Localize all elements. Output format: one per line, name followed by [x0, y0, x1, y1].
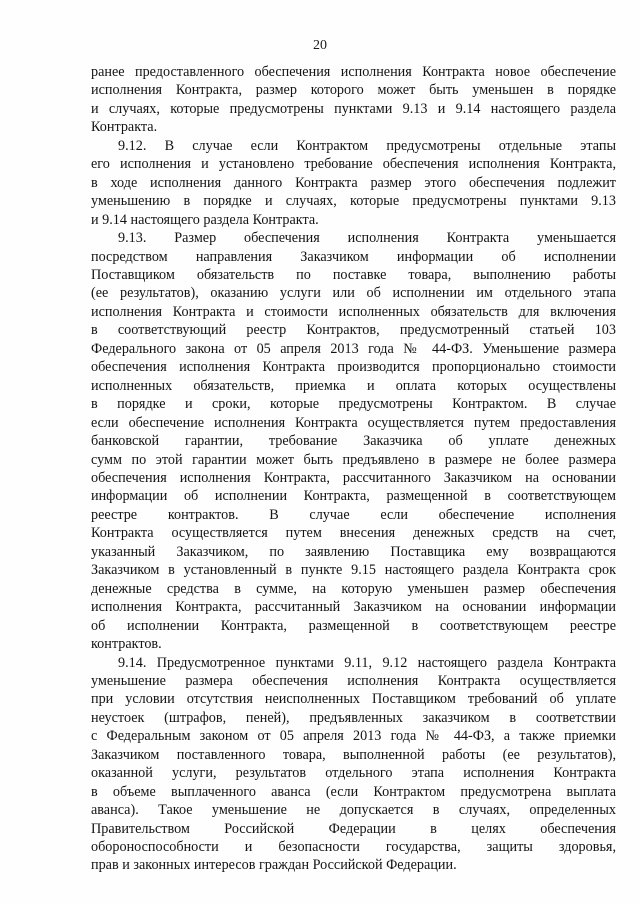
text-line: указанный Заказчиком, по заявлению Поставщика ему возвращаются	[91, 543, 616, 560]
text-line: если обеспечение исполнения Контракта осуществляется путем предоставления	[91, 414, 616, 431]
text-line: в объеме выплаченного аванса (если Контрактом предусмотрена выплата	[91, 783, 616, 800]
text-line: уменьшение размера обеспечения исполнения Контракта осуществляется	[91, 672, 616, 689]
text-line: при условии отсутствия неисполненных Поставщиком требований об уплате	[91, 691, 616, 708]
text-line: в ходе исполнения данного Контракта размер этого обеспечения подлежит	[91, 174, 616, 191]
text-line: информации об исполнении Контракта, размещенной в соответствующем	[91, 488, 616, 505]
text-line: 9.14. Предусмотренное пунктами 9.11, 9.12 настоящего раздела Контракта	[118, 654, 616, 671]
text-line: исполнения Контракта и стоимости исполненных обязательств для включения	[91, 303, 616, 320]
text-line: прав и законных интересов граждан Российской Федерации.	[91, 857, 457, 874]
text-line: Заказчиком поставленного товара, выполненной работы (ее результатов),	[91, 746, 616, 763]
text-line: уменьшению в порядке и случаях, которые предусмотрены пунктами 9.13	[91, 193, 616, 210]
text-line: контрактов.	[91, 636, 162, 653]
text-line: и случаях, которые предусмотрены пунктами 9.13 и 9.14 настоящего раздела	[91, 100, 616, 117]
text-line: реестре контрактов. В случае если обеспечение исполнения	[91, 506, 616, 523]
text-line: и 9.14 настоящего раздела Контракта.	[91, 211, 319, 228]
text-line: неустоек (штрафов, пеней), предъявленных заказчиком в соответствии	[91, 709, 616, 726]
text-line: обеспечения исполнения Контракта, рассчитанного Заказчиком на основании	[91, 469, 616, 486]
text-line: оказанной услуги, результатов отдельного этапа исполнения Контракта	[91, 765, 616, 782]
text-line: Федерального закона от 05 апреля 2013 года № 44-ФЗ. Уменьшение размера	[91, 340, 616, 357]
text-line: Контракта.	[91, 119, 158, 136]
page-number: 20	[313, 38, 327, 53]
text-line: сумм по этой гарантии может быть предъявлено в размере не более размера	[91, 451, 616, 468]
text-line: (ее результатов), оказанию услуги или об исполнении им отдельного этапа	[91, 285, 616, 302]
text-line: исполнения Контракта, размер которого может быть уменьшен в порядке	[91, 82, 616, 99]
text-line: его исполнения и установлено требование обеспечения исполнения Контракта,	[91, 156, 616, 173]
text-line: 9.12. В случае если Контрактом предусмотрены отдельные этапы	[118, 137, 616, 154]
text-line: 9.13. Размер обеспечения исполнения Контракта уменьшается	[118, 230, 616, 247]
text-line: в порядке и сроки, которые предусмотрены Контрактом. В случае	[91, 396, 616, 413]
text-line: банковской гарантии, требование Заказчика об уплате денежных	[91, 433, 616, 450]
text-line: Поставщиком обязательств по поставке товара, выполнению работы	[91, 266, 616, 283]
text-line: ранее предоставленного обеспечения исполнения Контракта новое обеспечение	[91, 64, 616, 80]
text-line: обеспечения исполнения Контракта производится пропорционально стоимости	[91, 359, 616, 376]
text-line: исполнения Контракта, рассчитанный Заказчиком на основании информации	[91, 599, 616, 616]
text-line: аванса). Такое уменьшение не допускается в случаях, определенных	[91, 802, 616, 819]
document-body	[91, 63, 616, 875]
text-line: об исполнении Контракта, размещенной в соответствующем реестре	[91, 617, 616, 634]
text-line: Контракта осуществляется путем внесения денежных средств на счет,	[91, 525, 616, 542]
text-line: в соответствующий реестр Контрактов, предусмотренный статьей 103	[91, 322, 616, 339]
text-line: Заказчиком в установленный в пункте 9.15 настоящего раздела Контракта срок	[91, 562, 616, 579]
text-line: денежные средства в сумме, на которую уменьшен размер обеспечения	[91, 580, 616, 597]
text-line: с Федеральным законом от 05 апреля 2013 года № 44-ФЗ, а также приемки	[91, 728, 616, 745]
text-line: исполненных обязательств, приемка и оплата которых осуществлены	[91, 377, 616, 394]
text-line: Правительством Российской Федерации в целях обеспечения	[91, 820, 616, 837]
text-line: обороноспособности и безопасности государства, защиты здоровья,	[91, 839, 616, 856]
text-line: посредством направления Заказчиком информации об исполнении	[91, 248, 616, 265]
